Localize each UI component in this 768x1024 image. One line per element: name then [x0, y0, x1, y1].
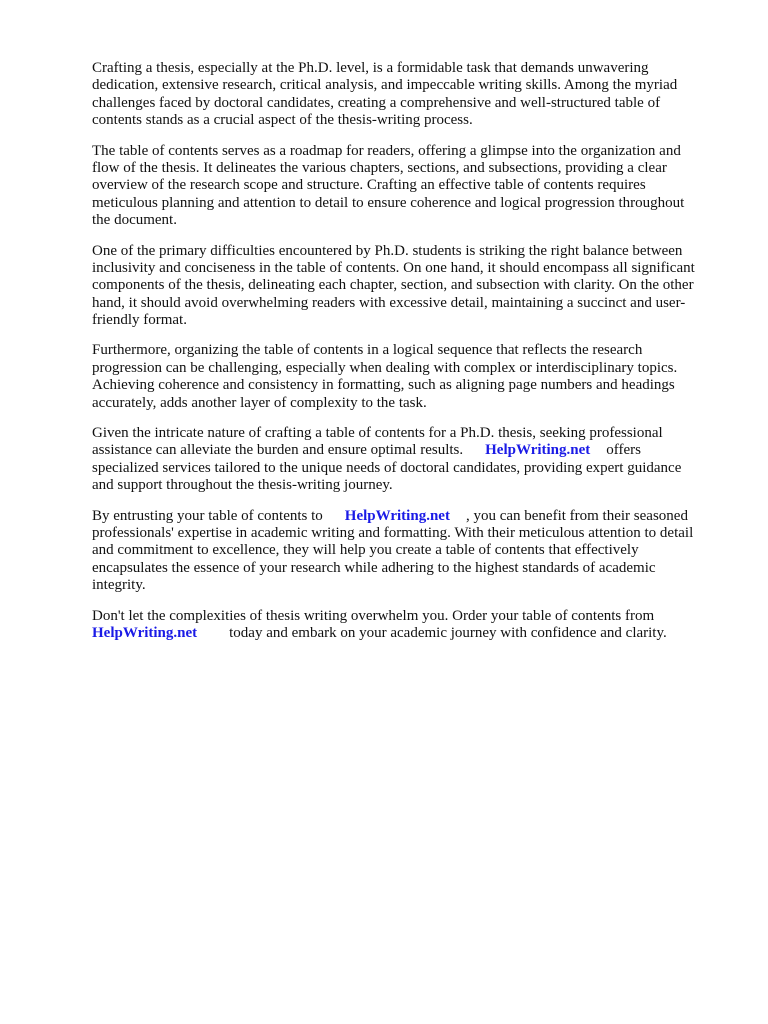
- helpwriting-link[interactable]: HelpWriting.net: [485, 442, 591, 459]
- text-line: Given the intricate nature of crafting a table of contents for a Ph.D. thesis, seeking professional: [92, 425, 663, 442]
- text-line: professionals' expertise in academic writing and formatting. With their meticulous attention to detail: [92, 524, 694, 541]
- text-line: [92, 442, 712, 459]
- paragraph-closing: [92, 608, 712, 643]
- paragraph-intro: [92, 60, 712, 130]
- text-line: and commitment to excellence, they will help you create a table of contents that effectively: [92, 542, 639, 559]
- text-line: flow of the thesis. It delineates the various chapters, sections, and subsections, providing a clear: [92, 159, 667, 176]
- text-line: integrity.: [92, 577, 146, 594]
- text-segment: today and embark on your academic journey with confidence and clarity.: [229, 624, 667, 641]
- text-line: Don't let the complexities of thesis writing overwhelm you. Order your table of contents from: [92, 607, 655, 624]
- text-line: [92, 508, 712, 525]
- text-line: meticulous planning and attention to detail to ensure coherence and logical progression throughout: [92, 194, 685, 211]
- text-segment: assistance can alleviate the burden and ensure optimal results.: [92, 442, 464, 459]
- text-line: friendly format.: [92, 312, 187, 329]
- text-line: Crafting a thesis, especially at the Ph.D. level, is a formidable task that demands unwavering: [92, 60, 649, 76]
- text-line: inclusivity and conciseness in the table of contents. On one hand, it should encompass all significant: [92, 259, 695, 276]
- text-segment: , you can benefit from their seasoned: [465, 507, 688, 524]
- text-line: encapsulates the essence of your research while adhering to the highest standards of academic: [92, 559, 656, 576]
- text-line: [92, 625, 712, 642]
- text-line: and support throughout the thesis-writing journey.: [92, 477, 393, 494]
- helpwriting-link[interactable]: HelpWriting.net: [344, 507, 450, 524]
- text-line: hand, it should avoid overwhelming readers with excessive detail, maintaining a succinct and user-: [92, 294, 686, 311]
- paragraph-assistance: [92, 425, 712, 495]
- text-line: challenges faced by doctoral candidates, creating a comprehensive and well-structured table of: [92, 94, 661, 111]
- text-line: dedication, extensive research, critical analysis, and impeccable writing skills. Among the myriad: [92, 77, 678, 94]
- text-line: components of the thesis, delineating each chapter, section, and subsection with clarity. On the other: [92, 277, 694, 294]
- document-page: [92, 60, 712, 655]
- paragraph-difficulties: [92, 243, 712, 330]
- text-line: overview of the research scope and structure. Crafting an effective table of contents requires: [92, 177, 646, 194]
- text-segment: offers: [606, 442, 641, 459]
- text-line: specialized services tailored to the unique needs of doctoral candidates, providing expert guidance: [92, 459, 682, 476]
- text-line: accurately, adds another layer of complexity to the task.: [92, 394, 427, 411]
- paragraph-organizing: [92, 342, 712, 412]
- text-line: Furthermore, organizing the table of contents in a logical sequence that reflects the research: [92, 342, 643, 359]
- helpwriting-link[interactable]: HelpWriting.net: [92, 624, 198, 641]
- text-line: progression can be challenging, especially when dealing with complex or interdisciplinary topics.: [92, 359, 678, 376]
- text-line: The table of contents serves as a roadmap for readers, offering a glimpse into the organization and: [92, 142, 681, 159]
- text-line: One of the primary difficulties encountered by Ph.D. students is striking the right balance between: [92, 242, 683, 259]
- text-line: Achieving coherence and consistency in formatting, such as aligning page numbers and headings: [92, 377, 675, 394]
- text-segment: By entrusting your table of contents to: [92, 507, 323, 524]
- text-line: contents stands as a crucial aspect of the thesis-writing process.: [92, 112, 473, 129]
- paragraph-roadmap: [92, 143, 712, 230]
- text-line: the document.: [92, 212, 177, 229]
- paragraph-entrusting: [92, 508, 712, 595]
